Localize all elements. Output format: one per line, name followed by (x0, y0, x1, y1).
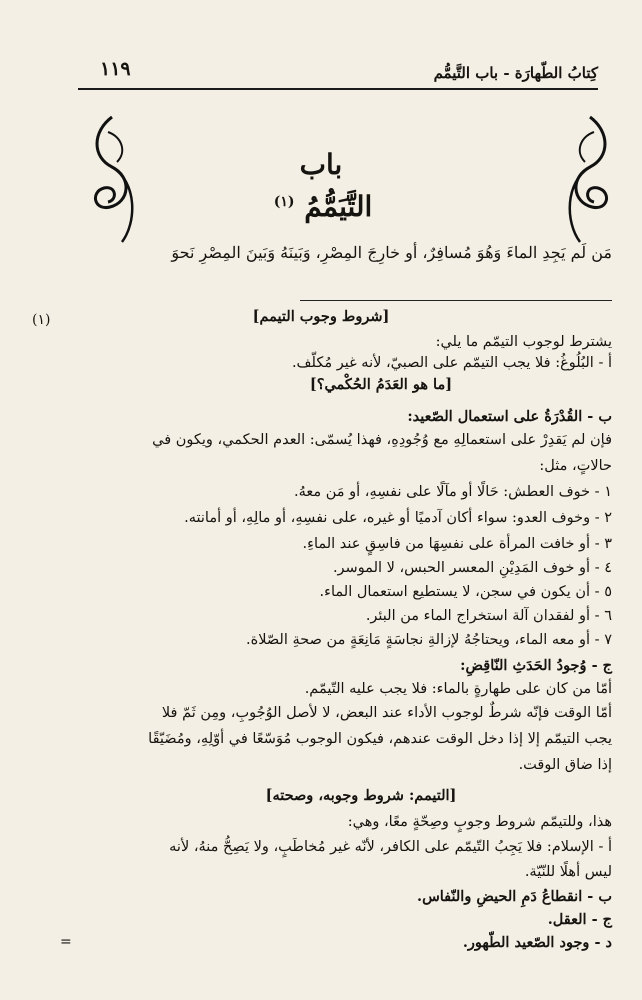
section-heading-tayammum: [التيمم: شروط وجوبه، وصحته] (265, 787, 457, 804)
text-line: يشترط لوجوب التيمّم ما يلي: (435, 334, 612, 350)
section-heading-adam: [ما هو العَدَمُ الحُكْمي؟] (309, 376, 453, 393)
text-line: حالاتٍ، مثل: (539, 458, 612, 474)
text-line: إذا ضاق الوقت. (518, 757, 612, 773)
page-number: ١١٩ (100, 58, 131, 80)
section-heading-shurut: [شروط وجوب التيمم] (252, 308, 390, 325)
list-item: د - وجود الصّعيد الطّهور. (462, 934, 612, 951)
list-item: ٥ - أن يكون في سجن، لا يستطيع استعمال الماء. (319, 584, 612, 600)
list-item: ٣ - أو خافت المرأة على نفسِهَا من فاسِقٍ عند الماءِ. (302, 536, 612, 552)
text-line: ليس أهلًا للنّيّة. (524, 864, 612, 880)
chapter-footnote-ref: (١) (273, 193, 295, 210)
continuation-mark: = (60, 934, 72, 950)
chapter-title (0, 190, 642, 223)
running-header: كِتابُ الطّهارَة - باب التَّيمُّم (433, 64, 598, 82)
text-line: يجب التيمّم إلا إذا دخل الوقت عندهم، فيكون الوجوب مُوَسّعًا في أوّلِهِ، ومُضَيّقًا (148, 731, 612, 747)
right-ornament (560, 112, 620, 252)
list-item: ٤ - أو خوف المَدِيْنِ المعسر الحبس، لا الموسر. (332, 560, 612, 576)
list-item: ب - انقطاعُ دَمِ الحيضِ والنّفاس. (417, 888, 612, 905)
text-line: فإن لم يَقدِرْ على استعمالِهِ مع وُجُودِهِ، فهذا يُسمّى: العدم الحكمي، ويكون في (152, 432, 612, 448)
text-line: ب - القُدْرَةُ على استعمال الصّعيد: (407, 408, 612, 425)
text-line: أ - الإسلام: فلا يَجِبُ التّيمّم على الكافر، لأنّه غير مُخاطَبٍ، ولا يَصِحُّ منهُ، لأنه (169, 839, 612, 855)
list-item: ٢ - وخوف العدو: سواء أكان آدميًا أو غيره، على نفسِهِ، أو مالِهِ، أو أمانته. (184, 510, 612, 526)
text-line: أ - البُلُوغُ: فلا يجب التيمّم على الصبيّ، لأنه غير مُكلّف. (291, 355, 612, 371)
list-item: ١ - خوف العطش: حَالًا أو مآلًا على نفسِهِ، أو مَن معهُ. (293, 484, 612, 500)
chapter-title-text: التَّيَمُّمُ (304, 190, 373, 223)
text-line: ج - وُجودُ الحَدَثِ النّاقِضِ: (460, 657, 612, 674)
footnote-marker: (١) (32, 312, 51, 328)
text-line: أمّا من كان على طهارةٍ بالماء: فلا يجب عليه التّيمّم. (304, 681, 612, 697)
footnote-separator (300, 300, 612, 301)
header-rule (78, 88, 598, 90)
list-item: ٦ - أو لفقدان آلة استخراج الماء من البئر. (365, 608, 612, 624)
list-item: ج - العقل. (547, 911, 612, 928)
text-line: هذا، وللتيمّم شروط وجوبٍ وصِحّةٍ معًا، وهي: (347, 814, 612, 830)
list-item: ٧ - أو معه الماء، ويحتاجُهُ لإزالةِ نجاسَةٍ مَانِعَةٍ من صحةِ الصّلاة. (246, 632, 612, 648)
matn-text: مَن لَم يَجِدِ الماءَ وَهُوَ مُسافِرٌ، أو خارِجَ المِصْرِ، وَبَينَهُ وَبَينَ المِصْرِ نَحوَ (171, 243, 612, 262)
chapter-label: باب (299, 148, 343, 181)
left-ornament (82, 112, 142, 252)
text-line: أمّا الوقت فإنّه شرطٌ لوجوب الأداء عند البعض، لا لأصل الوُجُوبِ، ومِن ثَمّ فلا (161, 705, 612, 721)
